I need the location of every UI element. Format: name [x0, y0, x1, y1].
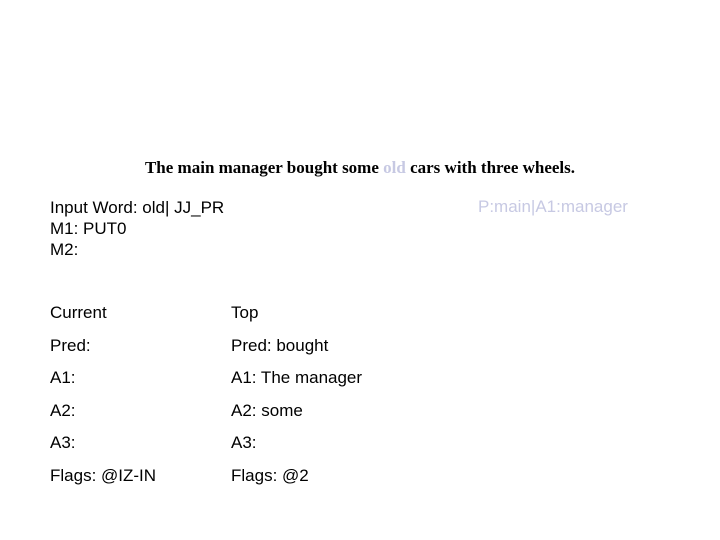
top-flags: Flags: @2 [231, 465, 309, 485]
current-a1: A1: [50, 368, 76, 387]
sentence-highlight-word: old [383, 158, 406, 177]
m1-line: M1: PUT0 [50, 219, 127, 238]
current-a3: A3: [50, 433, 76, 452]
current-a2: A2: [50, 400, 76, 420]
top-header: Top [231, 303, 259, 322]
top-a2: A2: some [231, 400, 303, 420]
parse-state: P:main|A1:manager [478, 197, 628, 216]
current-header: Current [50, 303, 107, 322]
m2-line: M2: [50, 240, 79, 259]
current-pred: Pred: [50, 335, 91, 355]
example-sentence [0, 158, 720, 178]
top-a1: A1: The manager [231, 368, 363, 387]
sentence-after: cars with three wheels. [405, 158, 576, 177]
input-word-line: Input Word: old| JJ_PR [50, 198, 225, 217]
top-pred: Pred: bought [231, 335, 329, 355]
top-column [231, 302, 362, 497]
input-block [50, 197, 224, 260]
current-column [50, 302, 156, 497]
sentence-before: The main manager bought some [144, 158, 384, 177]
top-a3: A3: [231, 433, 257, 452]
current-flags: Flags: @IZ-IN [50, 465, 157, 485]
